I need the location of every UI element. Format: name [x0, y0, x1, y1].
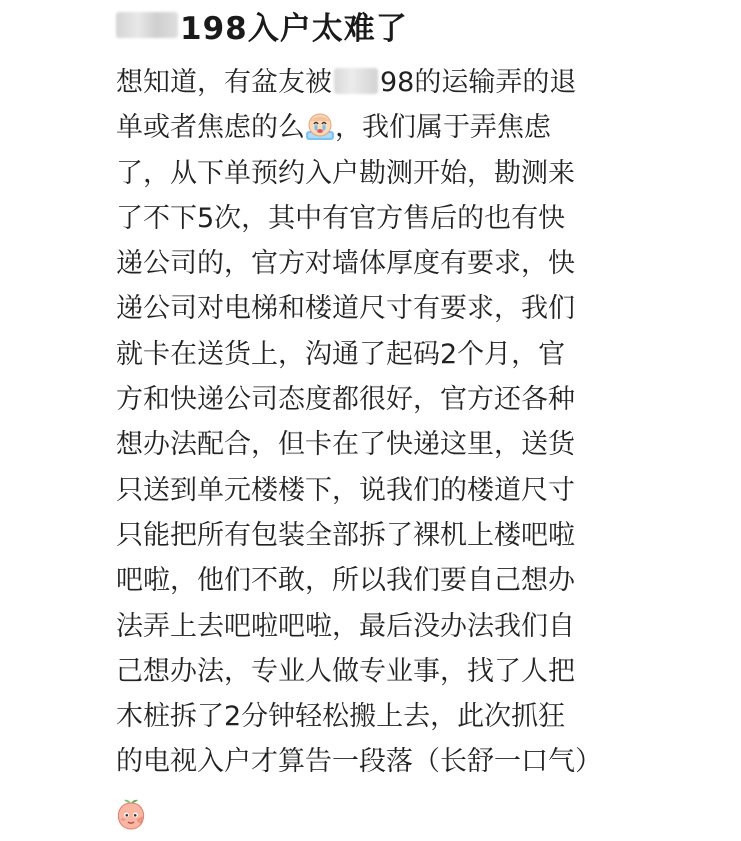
body-line-text: ，我们属于弄焦虑	[335, 112, 551, 144]
body-line-text: 98的运输弄的退	[380, 67, 577, 98]
body-line-text: 单或者焦虑的么	[116, 112, 305, 144]
body-line	[116, 60, 616, 105]
body-line	[116, 105, 616, 150]
body-line: 了，从下单预约入户勘测开始，勘测来	[116, 157, 575, 189]
body-line: 递公司的，官方对墙体厚度有要求，快	[116, 248, 575, 280]
post-title	[116, 2, 408, 48]
body-line: 木桩拆了2分钟轻松搬上去，此次抓狂	[116, 701, 566, 733]
body-line: 了不下5次，其中有官方售后的也有快	[116, 202, 566, 234]
body-line: 方和快递公司态度都很好，官方还各种	[116, 384, 575, 416]
crying-emoji-icon	[305, 111, 335, 141]
body-line: 的电视入户才算告一段落（长舒一口气）	[116, 746, 602, 778]
body-line: 递公司对电梯和楼道尺寸有要求，我们	[116, 293, 575, 325]
body-line-text: 想知道，有盆友被	[116, 67, 332, 98]
body-line: 只能把所有包装全部拆了裸机上楼吧啦	[116, 519, 575, 551]
body-line: 只送到单元楼楼下，说我们的楼道尺寸	[116, 474, 575, 506]
post-body	[116, 60, 616, 785]
body-line: 法弄上去吧啦吧啦，最后没办法我们自	[116, 610, 575, 642]
body-line: 想办法配合，但卡在了快递这里，送货	[116, 429, 575, 461]
body-line: 就卡在送货上，沟通了起码2个月，官	[116, 338, 566, 370]
post-title-text: 198入户太难了	[180, 10, 408, 47]
body-line: 吧啦，他们不敢，所以我们要自己想办	[116, 565, 575, 597]
peach-face-emoji-icon	[114, 797, 148, 831]
redacted-blur	[334, 68, 378, 94]
redacted-blur	[116, 12, 178, 38]
body-line: 己想办法，专业人做专业事，找了人把	[116, 655, 575, 687]
